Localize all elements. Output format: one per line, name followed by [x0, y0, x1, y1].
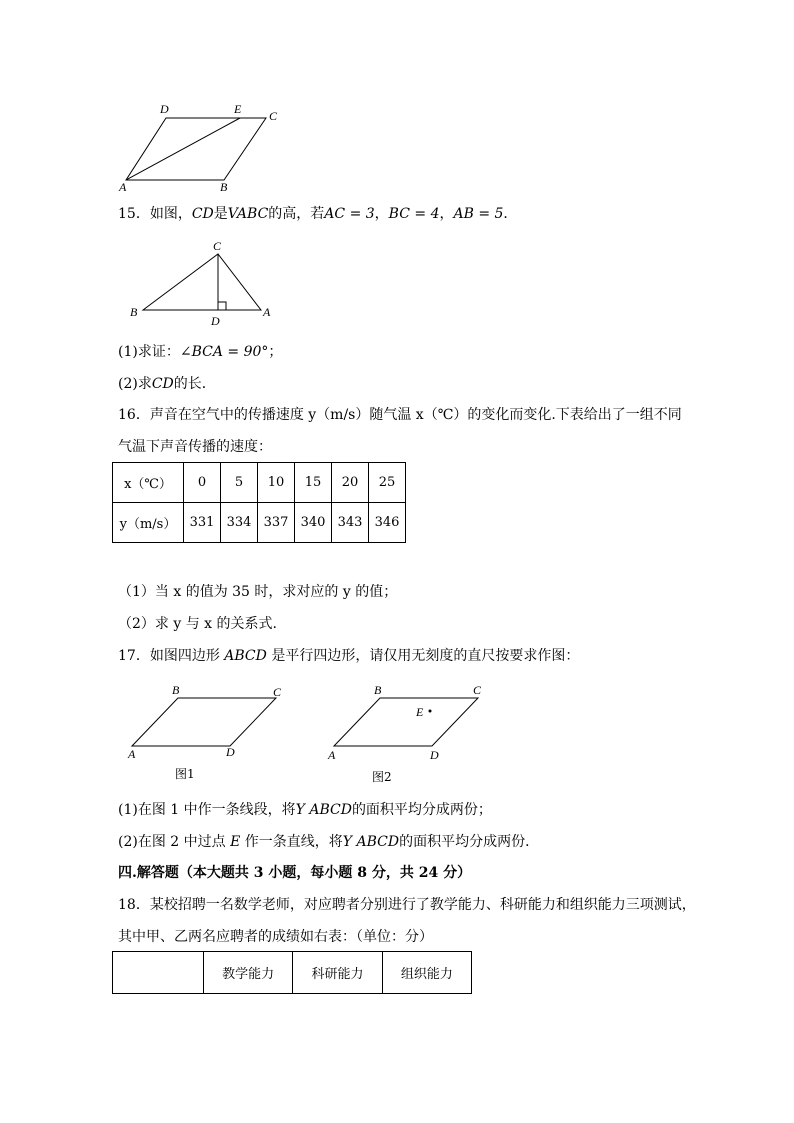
label-E: E	[416, 705, 424, 719]
q16-stem-line1: 16．声音在空气中的传播速度 y（m/s）随气温 x（℃）的变化而变化.下表给出了一组不同	[118, 407, 682, 423]
parallelogram-figure-2	[322, 680, 502, 785]
q18-stem-line1: 18．某校招聘一名数学老师，对应聘者分别进行了教学能力、科研能力和组织能力三项测试，	[118, 897, 696, 913]
q16-stem-line2: 气温下声音传播的速度：	[118, 439, 272, 455]
table-cell: 346	[369, 503, 406, 543]
label-C: C	[213, 239, 222, 253]
label-B: B	[220, 180, 228, 194]
q18-stem-line2: 其中甲、乙两名应聘者的成绩如右表：（单位：分）	[118, 929, 433, 945]
q15-part2: (2)求CD的长．	[118, 376, 216, 392]
q18-score-table	[112, 951, 472, 994]
label-D: D	[160, 102, 169, 116]
q17-stem: 17．如图四边形 ABCD 是平行四边形，请仅用无刻度的直尺按要求作图：	[118, 648, 580, 664]
table-cell: 331	[184, 503, 221, 543]
q16-part1: （1）当 x 的值为 35 时，求对应的 y 的值；	[118, 584, 398, 600]
q16-data-table	[112, 462, 406, 543]
q17-part1: (1)在图 1 中作一条线段，将Y ABCD的面积平均分成两份；	[118, 802, 492, 818]
label-C: C	[269, 109, 278, 123]
label-B: B	[172, 683, 180, 697]
section-heading: 四.解答题（本大题共 3 小题，每小题 8 分，共 24 分）	[118, 865, 472, 881]
parallelogram-figure-top	[110, 98, 300, 198]
label-D: D	[226, 745, 235, 759]
table-row	[113, 463, 406, 503]
table-header-cell: 教学能力	[204, 952, 293, 994]
table-row	[113, 503, 406, 543]
table-cell: 20	[332, 463, 369, 503]
table-cell: 343	[332, 503, 369, 543]
q15-stem: 15．如图，CD是VABC的高，若AC = 3，BC = 4，AB = 5．	[118, 206, 518, 222]
triangle-figure	[125, 238, 285, 330]
figure-caption: 图2	[372, 770, 392, 784]
table-cell: 25	[369, 463, 406, 503]
label-A: A	[128, 747, 136, 761]
table-cell: 337	[258, 503, 295, 543]
table-cell: 5	[221, 463, 258, 503]
label-A: A	[263, 305, 271, 319]
label-D: D	[211, 314, 220, 328]
table-cell: 10	[258, 463, 295, 503]
table-header-cell	[113, 952, 204, 994]
table-cell: 0	[184, 463, 221, 503]
q17-part2: (2)在图 2 中过点 E 作一条直线，将Y ABCD的面积平均分成两份．	[118, 834, 540, 850]
q15-part1: (1)求证：∠BCA = 90°；	[118, 344, 283, 360]
label-D: D	[430, 748, 439, 762]
point-E-dot	[429, 710, 432, 713]
table-row	[113, 952, 472, 994]
figure-caption: 图1	[175, 767, 195, 781]
label-C: C	[473, 683, 482, 697]
label-B: B	[374, 683, 382, 697]
table-header-cell: 组织能力	[382, 952, 471, 994]
table-header-cell: 科研能力	[293, 952, 382, 994]
table-cell: 15	[295, 463, 332, 503]
label-A: A	[328, 748, 336, 762]
label-A: A	[119, 180, 127, 194]
label-B: B	[130, 305, 138, 319]
label-E: E	[234, 102, 242, 116]
table-row-header: y（m/s）	[113, 503, 184, 543]
table-cell: 340	[295, 503, 332, 543]
parallelogram-figure-1	[120, 680, 300, 785]
q16-part2: （2）求 y 与 x 的关系式.	[118, 616, 277, 632]
table-cell: 334	[221, 503, 258, 543]
label-C: C	[273, 685, 282, 699]
table-row-header: x（℃）	[113, 463, 184, 503]
